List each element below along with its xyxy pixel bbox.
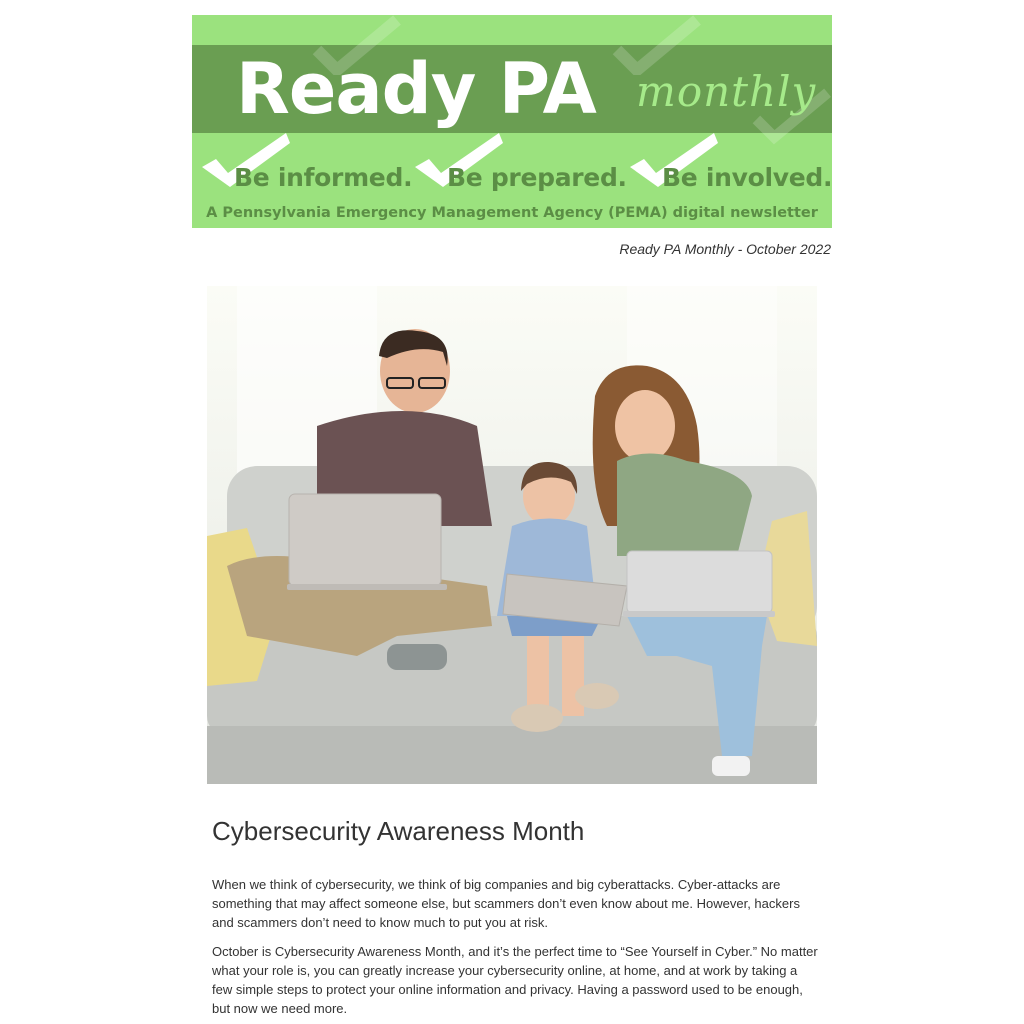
hero-image [207, 286, 817, 784]
banner-tagline: A Pennsylvania Emergency Management Agency (PEMA) digital newsletter [206, 205, 818, 221]
newsletter-banner [192, 15, 832, 228]
article-paragraph: October is Cybersecurity Awareness Month, and it’s the perfect time to “See Yourself in Cyber.” No matter what your role is, you can greatly increase your cybersecurity online, at home, and at work by taking a few simple steps to protect your online information and privacy. Having a password used to be enough, but now we need more. [212, 944, 818, 1016]
watermark-check-icon [612, 15, 702, 75]
article-title: Cybersecurity Awareness Month [212, 816, 585, 846]
article-paragraph: When we think of cybersecurity, we think of big companies and big cyberattacks. Cyber-attacks are something that may affect someone else, but scammers don’t even know about me. However, hackers and scammers don’t need to know much to put you at risk. [212, 877, 800, 930]
family-laptops-photo-icon [207, 286, 817, 784]
brand-title: Ready PA [236, 48, 596, 130]
slogan-text: Be involved. [662, 163, 832, 192]
slogan-text: Be informed. [234, 163, 413, 192]
slogan-row [192, 127, 832, 197]
issue-date: Ready PA Monthly - October 2022 [619, 241, 831, 257]
brand-subtitle: monthly [636, 67, 817, 116]
slogan-text: Be prepared. [447, 163, 627, 192]
